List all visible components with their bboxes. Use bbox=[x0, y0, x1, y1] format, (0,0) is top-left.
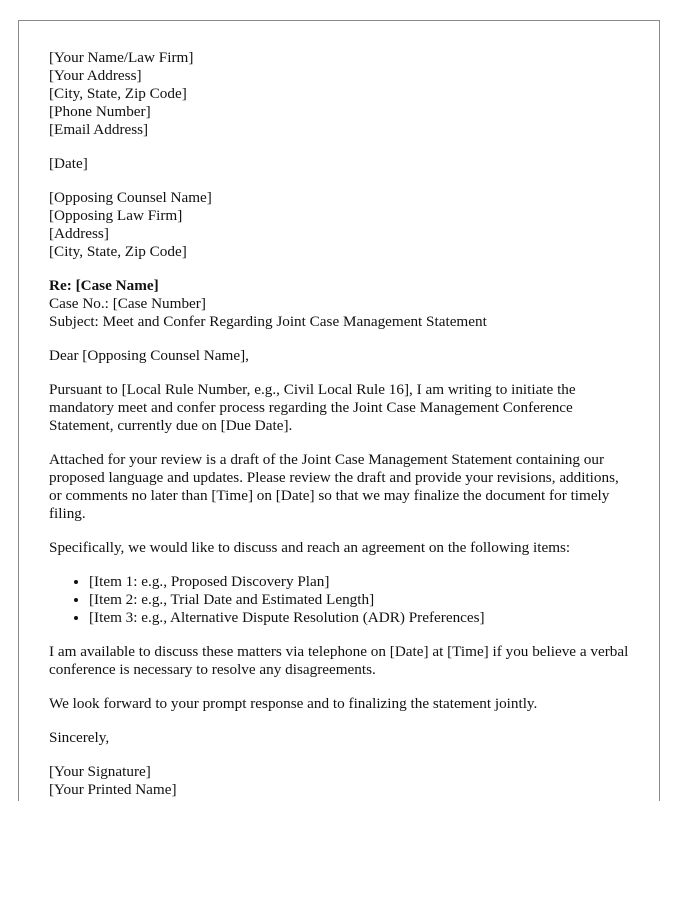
paragraph-attachment: Attached for your review is a draft of the Joint Case Management Statement containing our proposed language and updates. Please review the draft and provide your revisions, additions, or comments no later than [Time] on [Date] so that we may finalize the document for timely filing. bbox=[49, 451, 619, 522]
paragraph-intro: Pursuant to [Local Rule Number, e.g., Civil Local Rule 16], I am writing to initiate the mandatory meet and confer process regarding the Joint Case Management Conference Statement, currently due on [Due Date]. bbox=[49, 381, 576, 434]
signature: [Your Signature] bbox=[49, 763, 151, 780]
list-item: • [Item 3: e.g., Alternative Dispute Resolution (ADR) Preferences] bbox=[89, 609, 629, 627]
paragraph-closing-remark: We look forward to your prompt response and to finalizing the statement jointly. bbox=[49, 695, 538, 712]
sender-phone: [Phone Number] bbox=[49, 103, 151, 120]
list-item: • [Item 1: e.g., Proposed Discovery Plan] bbox=[89, 573, 629, 591]
salutation: Dear [Opposing Counsel Name], bbox=[49, 347, 249, 364]
letter-content bbox=[49, 49, 629, 799]
closing: Sincerely, bbox=[49, 729, 110, 746]
date-block bbox=[49, 155, 629, 173]
sender-email: [Email Address] bbox=[49, 121, 149, 138]
subject-line: Subject: Meet and Confer Regarding Joint Case Management Statement bbox=[49, 313, 487, 330]
items-list bbox=[49, 573, 629, 627]
signature-block bbox=[49, 763, 629, 799]
sender-address: [Your Address] bbox=[49, 67, 142, 84]
sender-city: [City, State, Zip Code] bbox=[49, 85, 187, 102]
paragraph-items-intro: Specifically, we would like to discuss and reach an agreement on the following items: bbox=[49, 539, 571, 556]
printed-name: [Your Printed Name] bbox=[49, 781, 177, 798]
letter-date: [Date] bbox=[49, 155, 88, 172]
letter-page bbox=[18, 20, 660, 801]
paragraph-availability: I am available to discuss these matters via telephone on [Date] at [Time] if you believe a verbal conference is necessary to resolve any disagreements. bbox=[49, 643, 629, 678]
recipient-name: [Opposing Counsel Name] bbox=[49, 189, 212, 206]
recipient-block bbox=[49, 189, 629, 261]
reference-block bbox=[49, 277, 629, 331]
list-item: • [Item 2: e.g., Trial Date and Estimated Length] bbox=[89, 591, 629, 609]
sender-name: [Your Name/Law Firm] bbox=[49, 49, 194, 66]
recipient-city: [City, State, Zip Code] bbox=[49, 243, 187, 260]
case-number-line: Case No.: [Case Number] bbox=[49, 295, 206, 312]
recipient-firm: [Opposing Law Firm] bbox=[49, 207, 183, 224]
case-name-line: Re: [Case Name] bbox=[49, 277, 159, 294]
sender-block bbox=[49, 49, 629, 139]
recipient-address: [Address] bbox=[49, 225, 109, 242]
